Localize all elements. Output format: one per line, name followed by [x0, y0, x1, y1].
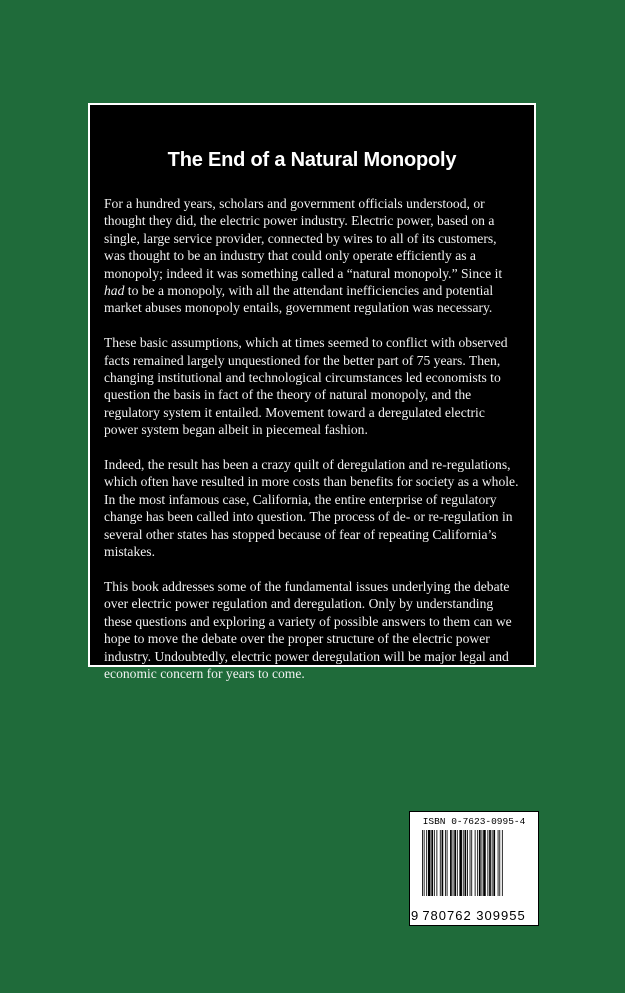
barcode-bar	[450, 830, 452, 896]
barcode-bar	[492, 830, 493, 896]
barcode-bar	[428, 830, 431, 896]
barcode-bar	[483, 830, 486, 896]
barcode-bar	[471, 830, 472, 896]
barcode-bar	[482, 830, 483, 896]
barcode-bar	[499, 830, 500, 896]
barcode-bar	[454, 830, 456, 896]
barcode-bar	[440, 830, 441, 896]
blurb-paragraph-3: Indeed, the result has been a crazy quilt of deregulation and re-regulations, which often have resulted in more costs than benefits for society as a whole. In the most infamous case, California, the entire enterprise of regulatory change has been called into question. The process of de- or re-regulation in several other states has stopped because of fear of repeating California’s mistakes.	[104, 457, 519, 560]
barcode-digits: 780762 309955	[422, 908, 526, 923]
barcode-bar	[434, 830, 435, 896]
barcode-bar	[453, 830, 454, 896]
blurb-paragraph-2: These basic assumptions, which at times seemed to conflict with observed facts remained largely unquestioned for the better part of 75 years. Then, changing institutional and technological circumstances led economists to question the basis in fact of the theory of natural monopoly, and the regulatory system it entailed. Movement toward a deregulated electric power system began albeit in piecemeal fashion.	[104, 335, 508, 438]
barcode-bar	[426, 830, 427, 896]
barcode-bar	[479, 830, 481, 896]
barcode-bar	[459, 830, 462, 896]
barcode-bar	[489, 830, 491, 896]
barcode-number	[410, 908, 538, 923]
blurb-paragraph-4: This book addresses some of the fundamental issues underlying the debate over electric power regulation and deregulation. Only by understanding these questions and exploring a variety of possible answers to them can we hope to move the debate over the proper structure of the electric power industry. Undoubtedly, electric power deregulation will be major legal and economic concern for years to come.	[104, 578, 512, 681]
blurb-paragraph-1: For a hundred years, scholars and government officials understood, or thought they did, the electric power industry. Electric power, based on a single, large service provider, connected by wires to all of its customers, was thought to be an industry that could only operate efficiently as a monopoly; indeed it was something called a “natural monopoly.” Since it had to be a monopoly, with all the attendant inefficiencies and potential market abuses monopoly entails, government regulation was necessary.	[104, 196, 503, 316]
book-title: The End of a Natural Monopoly	[167, 149, 457, 171]
barcode-bar	[487, 830, 488, 896]
barcode-bar	[502, 830, 503, 896]
barcode-bar	[447, 830, 448, 896]
barcode-bar	[457, 830, 458, 896]
barcode-bar	[424, 830, 425, 896]
barcode-bar	[463, 830, 464, 896]
barcode-bar	[470, 830, 471, 896]
barcode-bar	[498, 830, 499, 896]
blurb-text	[104, 195, 520, 700]
barcode-bar	[445, 830, 446, 896]
barcode-bar	[465, 830, 467, 896]
isbn-label: ISBN 0-7623-0995-4	[422, 816, 526, 827]
barcode-bar	[422, 830, 423, 896]
barcode-bar	[477, 830, 478, 896]
barcode-bar	[442, 830, 444, 896]
barcode-bar	[475, 830, 476, 896]
barcode-bars	[420, 830, 534, 912]
barcode-bar	[467, 830, 468, 896]
barcode-bar	[493, 830, 495, 896]
barcode-bar	[431, 830, 433, 896]
emphasis-had: had	[104, 283, 125, 299]
back-cover-panel	[88, 103, 536, 681]
isbn-barcode	[409, 811, 539, 926]
barcode-bar	[436, 830, 437, 896]
barcode-lead-digit: 9	[411, 908, 420, 923]
